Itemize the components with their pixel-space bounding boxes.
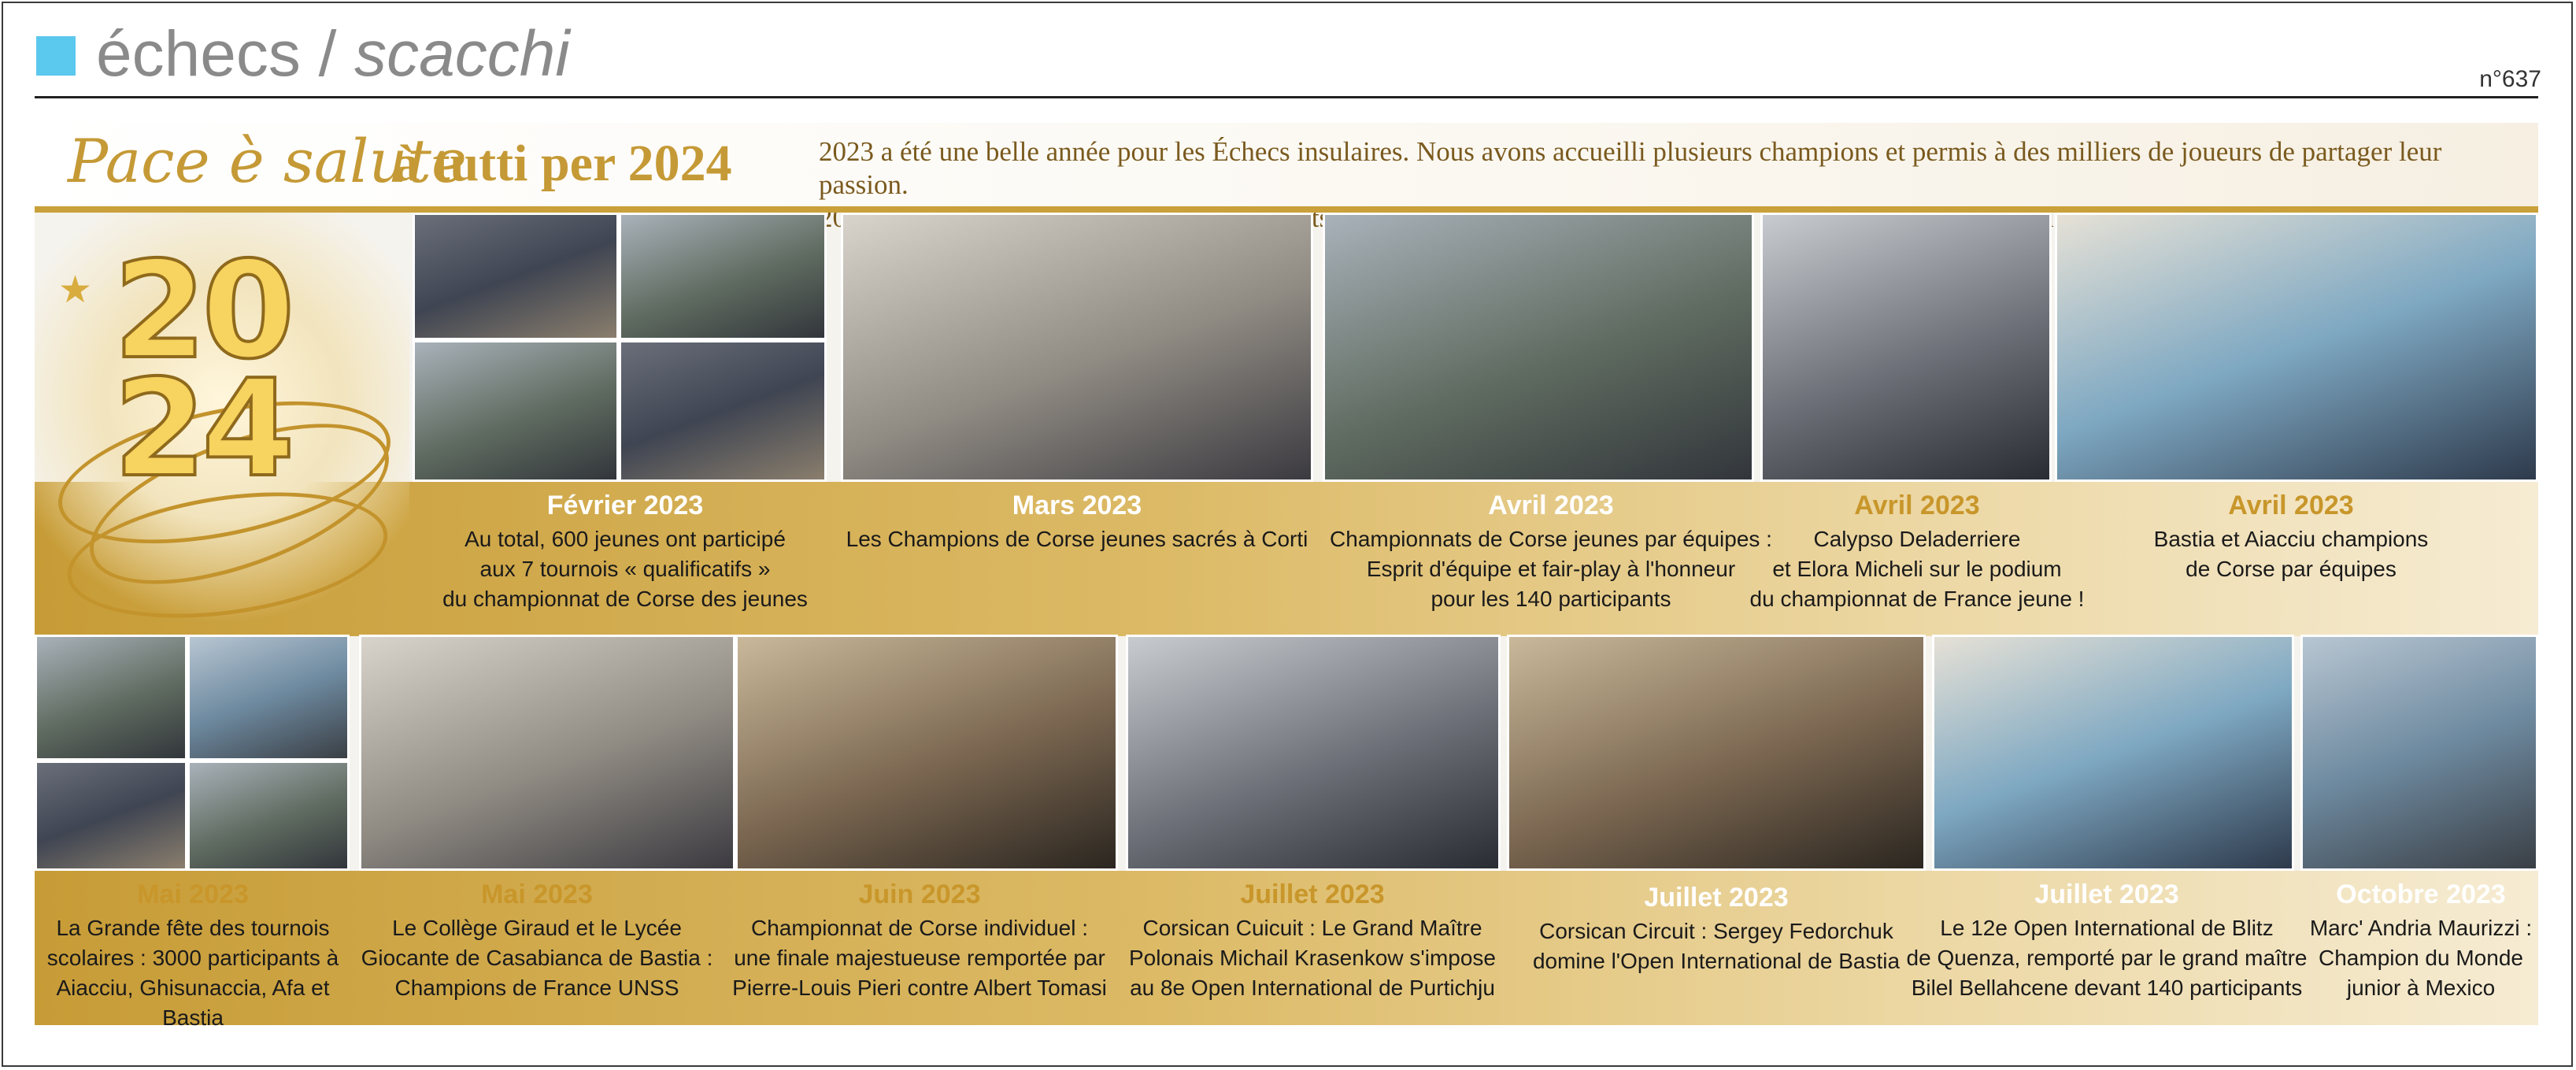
caption-line: Les Champions de Corse jeunes sacrés à Corti [846,527,1308,551]
caption-month: Juillet 2023 [1644,883,1789,913]
caption-month: Juillet 2023 [1240,879,1385,909]
caption-month: Avril 2023 [2228,491,2354,520]
caption-line: La Grande fête des tournois [56,916,330,940]
caption-month: Mai 2023 [481,879,593,909]
caption-line: Giocante de Casabianca de Bastia : [361,946,713,970]
photo-juillet-bastia [1507,635,1926,871]
caption-line: aux 7 tournois « qualificatifs » [479,557,771,581]
caption-line: junior à Mexico [2346,976,2496,1000]
caption-line: Corsican Circuit : Sergey Fedorchuk [1539,919,1893,943]
star-icon: ★ [58,269,93,311]
year-top-digits: 20 [113,233,291,389]
intro-line-1: 2023 a été une belle année pour les Échecs insulaires. Nous avons accueilli plusieurs champions et permis à des milliers de joueurs de partager leur passion. [819,136,2442,200]
title-marker [36,36,76,76]
caption-line: Championnat de Corse individuel : [750,916,1089,940]
caption-line: de Corse par équipes [2186,557,2396,581]
year-bottom-digits: 24 [113,351,291,507]
section-title-italic: scacchi [354,18,570,90]
caption-month: Avril 2023 [1488,491,1614,520]
caption-line: Bilel Bellahcene devant 140 participants [1911,976,2303,1000]
caption-juillet-2023-quenza [1897,877,2316,1003]
caption-line: du championnat de France jeune ! [1749,587,2085,611]
caption-mai-2023-unss [356,877,718,1003]
caption-line: Champions de France UNSS [394,976,679,1000]
photo-avril-agen [1760,213,2052,482]
photo-juillet-purtichju [1126,635,1501,871]
caption-line: au 8e Open International de Purtichju [1130,976,1495,1000]
photo-mars [841,213,1313,482]
section-title [96,17,570,91]
photo-avril-lega [2055,213,2538,482]
caption-mars-2023 [841,488,1313,554]
caption-month: Juillet 2023 [2034,879,2179,909]
photo-octobre [2300,635,2538,871]
caption-line: une finale majestueuse remportée par [734,946,1105,970]
photo-mai-fete-4 [187,761,350,871]
caption-month: Avril 2023 [1854,491,1980,520]
caption-line: pour les 140 participants [1430,587,1671,611]
caption-line: Aiacciu, Ghisunaccia, Afa et Bastia [56,976,330,1030]
caption-line: Le 12e Open International de Blitz [1940,916,2274,940]
caption-month: Mars 2023 [1012,491,1142,520]
gold-rule [35,206,2538,213]
photo-juillet-quenza [1932,635,2294,871]
photo-mai-fete-1 [35,635,187,761]
caption-line: Calypso Deladerriere [1813,527,2021,551]
title-rule [35,96,2538,98]
caption-line: Championnats de Corse jeunes par équipes : [1330,527,1772,551]
caption-avril-2023-podium [1732,488,2102,614]
caption-avril-2023-equipes [1323,488,1779,614]
caption-line: Esprit d'équipe et fair-play à l'honneur [1366,557,1736,581]
caption-juin-2023 [721,877,1118,1003]
photo-fevrier-2 [619,213,827,340]
photo-fevrier-1 [413,213,619,340]
caption-line: Au total, 600 jeunes ont participé [464,527,786,551]
caption-line: Pierre-Louis Pieri contre Albert Tomasi [732,976,1107,1000]
caption-line: Marc' Andria Maurizzi : [2309,916,2533,940]
caption-month: Mai 2023 [137,879,249,909]
section-title-plain: échecs / [96,18,355,90]
caption-mai-2023-fete [35,877,351,1033]
photo-fevrier-3 [413,340,619,482]
photo-mai-fete-3 [35,761,187,871]
caption-line: du championnat de Corse des jeunes [442,587,808,611]
caption-line: Polonais Michail Krasenkow s'impose [1129,946,1496,970]
greeting-script: Pace è salute [68,126,467,196]
caption-month: Juin 2023 [858,879,981,909]
caption-juillet-2023-purtichju [1121,877,1504,1003]
photo-mai-unss [359,635,735,871]
photo-mai-fete-2 [187,635,350,761]
caption-line: scolaires : 3000 participants à [46,946,339,970]
caption-line: Corsican Cuicuit : Le Grand Maître [1142,916,1482,940]
photo-juin [735,635,1118,871]
issue-number: n°637 [2479,66,2541,92]
caption-avril-2023-champions [2110,488,2472,584]
caption-month: Octobre 2023 [2336,879,2506,909]
caption-octobre-2023 [2307,877,2535,1003]
caption-line: Le Collège Giraud et le Lycée [392,916,682,940]
caption-line: de Quenza, remporté par le grand maître [1906,946,2308,970]
greeting-bold: à tutti per 2024 [394,135,732,192]
caption-line: Bastia et Aiacciu champions [2153,527,2429,551]
year-2024-graphic [35,213,409,630]
caption-fevrier-2023 [413,488,838,614]
photo-avril-equipes [1323,213,1754,482]
caption-juillet-2023-bastia [1507,880,1926,976]
photo-fevrier-4 [619,340,827,482]
caption-line: Champion du Monde [2319,946,2523,970]
caption-line: et Elora Micheli sur le podium [1772,557,2062,581]
caption-line: domine l'Open International de Bastia [1532,949,1901,973]
caption-month: Février 2023 [546,491,704,520]
